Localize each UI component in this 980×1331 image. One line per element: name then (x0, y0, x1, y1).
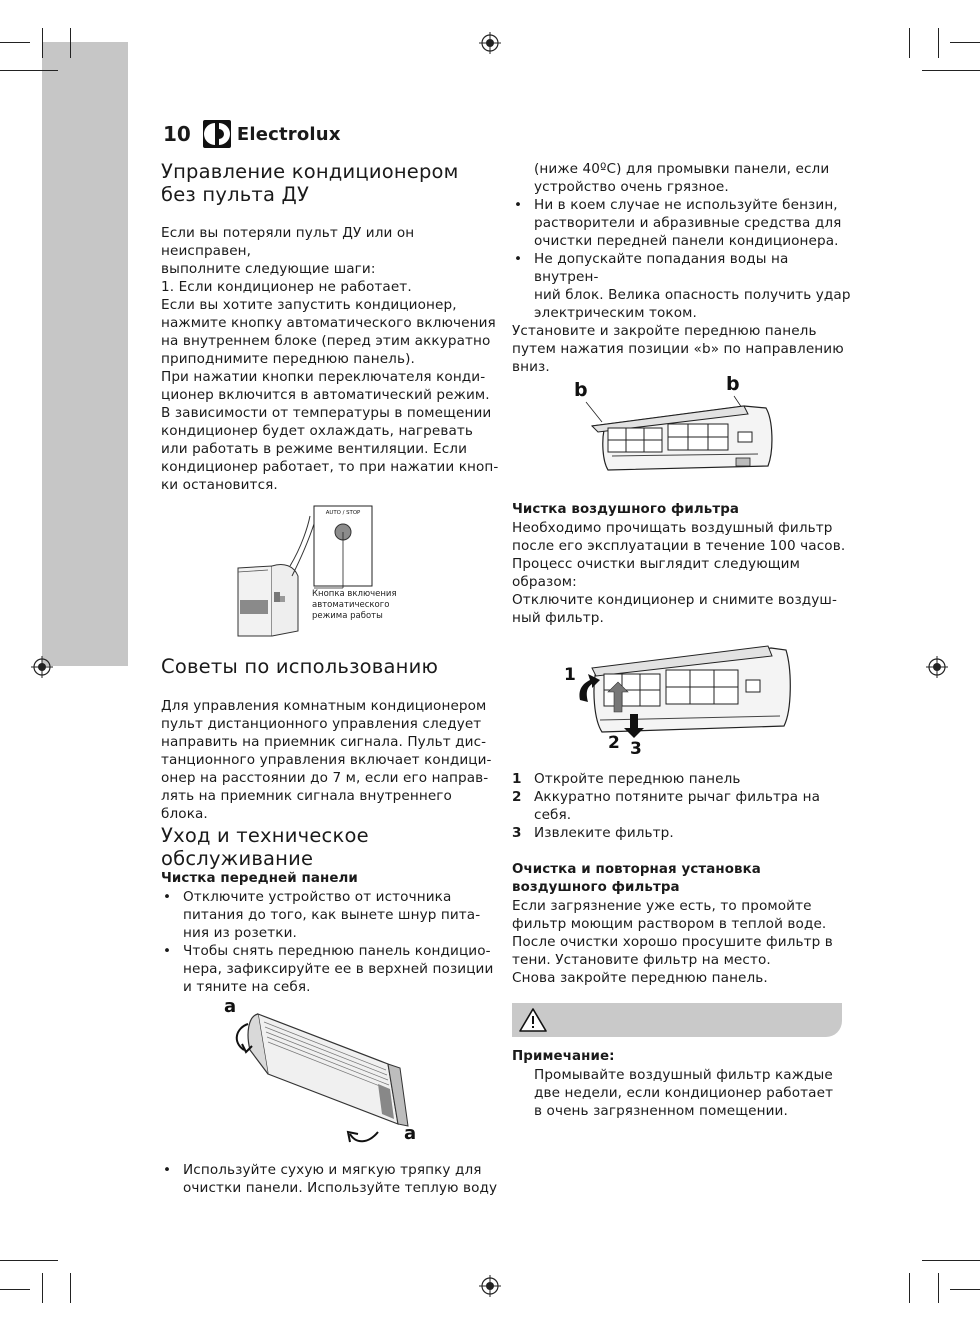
section-title: Советы по использованию (161, 655, 439, 678)
text-line: направить на приемник сигнала. Пульт дис- (161, 734, 487, 750)
text-line: кондиционер работает, то при нажатии кноп- (161, 459, 499, 475)
text-line: танционного управления включает кондици- (161, 752, 492, 768)
text-line: на внутреннем блоке (перед этим аккуратно (161, 333, 491, 349)
text-line: Отключите кондиционер и снимите воздуш- (512, 592, 837, 608)
close-panel-figure (568, 370, 778, 480)
filter-cleaning (512, 501, 852, 627)
electrolux-logo-icon (203, 120, 231, 148)
text-line: После очистки хорошо просушите фильтр в (512, 934, 833, 950)
text-line: лять на приемник сигнала внутреннего блока. (161, 788, 452, 822)
step-item: 2 Аккуратно потяните рычаг фильтра на себя. (512, 789, 821, 823)
step-item: 1 Откройте переднюю панель (512, 771, 741, 787)
figure-label: b (574, 379, 588, 401)
side-tab (42, 42, 128, 666)
text-line: Для управления комнатным кондиционером (161, 698, 487, 714)
text-line: При нажатии кнопки переключателя конди- (161, 369, 486, 385)
list-item: • Используйте сухую и мягкую тряпку для очистки панели. Используйте теплую воду (161, 1161, 501, 1197)
page-header (163, 120, 341, 148)
step-item: 3 Извлеките фильтр. (512, 825, 674, 841)
section-no-remote-body (161, 224, 501, 494)
text-line: нажмите кнопку автоматического включения (161, 315, 496, 331)
text-line: Необходимо прочищать воздушный фильтр (512, 520, 833, 536)
registration-mark-icon (479, 32, 501, 54)
text-line: ный фильтр. (512, 610, 604, 626)
text-line: ционер включится в автоматический режим. (161, 387, 490, 403)
section-maintenance (161, 824, 501, 870)
section-usage-tips (161, 655, 491, 678)
filter-reinstall (512, 861, 852, 987)
text-line: образом: (512, 574, 577, 590)
text-line: Установите и закройте переднюю панель (512, 323, 817, 339)
auto-stop-button-label: AUTO / STOP (325, 510, 361, 516)
list-item: • Не допускайте попадания воды на внутрен- ний блок. Велика опасность получить удар электрическим током. (512, 250, 852, 322)
figure-label: b (726, 373, 740, 395)
list-item: • Ни в коем случае не используйте бензин, растворители и абразивные средства для очистки передней панели кондиционера. (512, 196, 852, 250)
warning-triangle-icon (518, 1007, 548, 1033)
subsection-title: Очистка и повторная установка (512, 862, 761, 877)
text-line: Промывайте воздушный фильтр каждые (534, 1067, 833, 1083)
text-line: 1. Если кондиционер не работает. (161, 279, 412, 295)
section-no-remote (161, 160, 491, 206)
figure-label: a (404, 1123, 417, 1144)
text-line: Процесс очистки выглядит следующим (512, 556, 800, 572)
text-line: Снова закройте переднюю панель. (512, 970, 768, 986)
figure-caption: Кнопка включения (312, 589, 397, 599)
text-line: путем нажатия позиции «b» по направлению (512, 341, 844, 357)
registration-mark-icon (31, 656, 53, 678)
subsection-title: Чистка передней панели (161, 871, 358, 886)
text-line: после его эксплуатации в течение 100 часов. (512, 538, 846, 554)
filter-steps (512, 770, 852, 842)
subsection-title: воздушного фильтра (512, 880, 680, 895)
text-line: две недели, если кондиционер работает (534, 1085, 834, 1101)
text-line: выполните следующие шаги: (161, 261, 376, 277)
text-line: (ниже 40ºC) для промывки панели, если (534, 161, 830, 177)
right-column-top (512, 160, 852, 376)
figure-caption: режима работы (312, 611, 383, 621)
text-line: Если вы хотите запустить кондиционер, (161, 297, 457, 313)
list-item: • Отключите устройство от источника питания до того, как вынете шнур пита- ния из розетки. (161, 888, 501, 942)
front-panel-removal-figure (218, 994, 428, 1154)
text-line: или работать в режиме вентиляции. Если (161, 441, 468, 457)
auto-stop-figure (232, 496, 412, 641)
figure-label: 2 (608, 733, 620, 753)
front-panel-cleaning (161, 870, 501, 996)
figure-label: a (224, 996, 237, 1017)
section-title: Управление кондиционером без пульта ДУ (161, 160, 459, 206)
text-line: приподнимите переднюю панель). (161, 351, 415, 367)
text-line: Если вы потеряли пульт ДУ или он неисправен, (161, 225, 415, 259)
text-line: вниз. (512, 359, 550, 375)
text-line: пульт дистанционного управления следует (161, 716, 482, 732)
section-title: Уход и техническое обслуживание (161, 824, 369, 870)
note-title: Примечание: (512, 1049, 615, 1064)
text-line: фильтр моющим раствором в теплой воде. (512, 916, 827, 932)
figure-caption: автоматического (312, 600, 390, 610)
figure-label: 1 (564, 665, 576, 685)
brand-name: Electrolux (236, 123, 341, 145)
subsection-title: Чистка воздушного фильтра (512, 502, 740, 517)
text-line: В зависимости от температуры в помещении (161, 405, 492, 421)
text-line: тени. Установите фильтр на место. (512, 952, 771, 968)
filter-removal-figure (556, 640, 796, 760)
registration-mark-icon (926, 656, 948, 678)
registration-mark-icon (479, 1275, 501, 1297)
note (512, 1048, 852, 1120)
section-usage-tips-body (161, 697, 501, 823)
text-line: ки остановится. (161, 477, 278, 493)
text-line: кондиционер будет охлаждать, нагревать (161, 423, 474, 439)
text-line: в очень загрязненном помещении. (534, 1103, 788, 1119)
figure-label: 3 (630, 739, 642, 759)
front-panel-cleaning-cont (161, 1161, 501, 1197)
warning-bar (512, 1003, 842, 1037)
text-line: онер на расстоянии до 7 м, если его направ- (161, 770, 489, 786)
page-number: 10 (163, 122, 191, 146)
text-line: Если загрязнение уже есть, то промойте (512, 898, 812, 914)
text-line: устройство очень грязное. (534, 179, 729, 195)
list-item: • Чтобы снять переднюю панель кондицио- нера, зафиксируйте ее в верхней позиции и тяните на себя. (161, 942, 501, 996)
